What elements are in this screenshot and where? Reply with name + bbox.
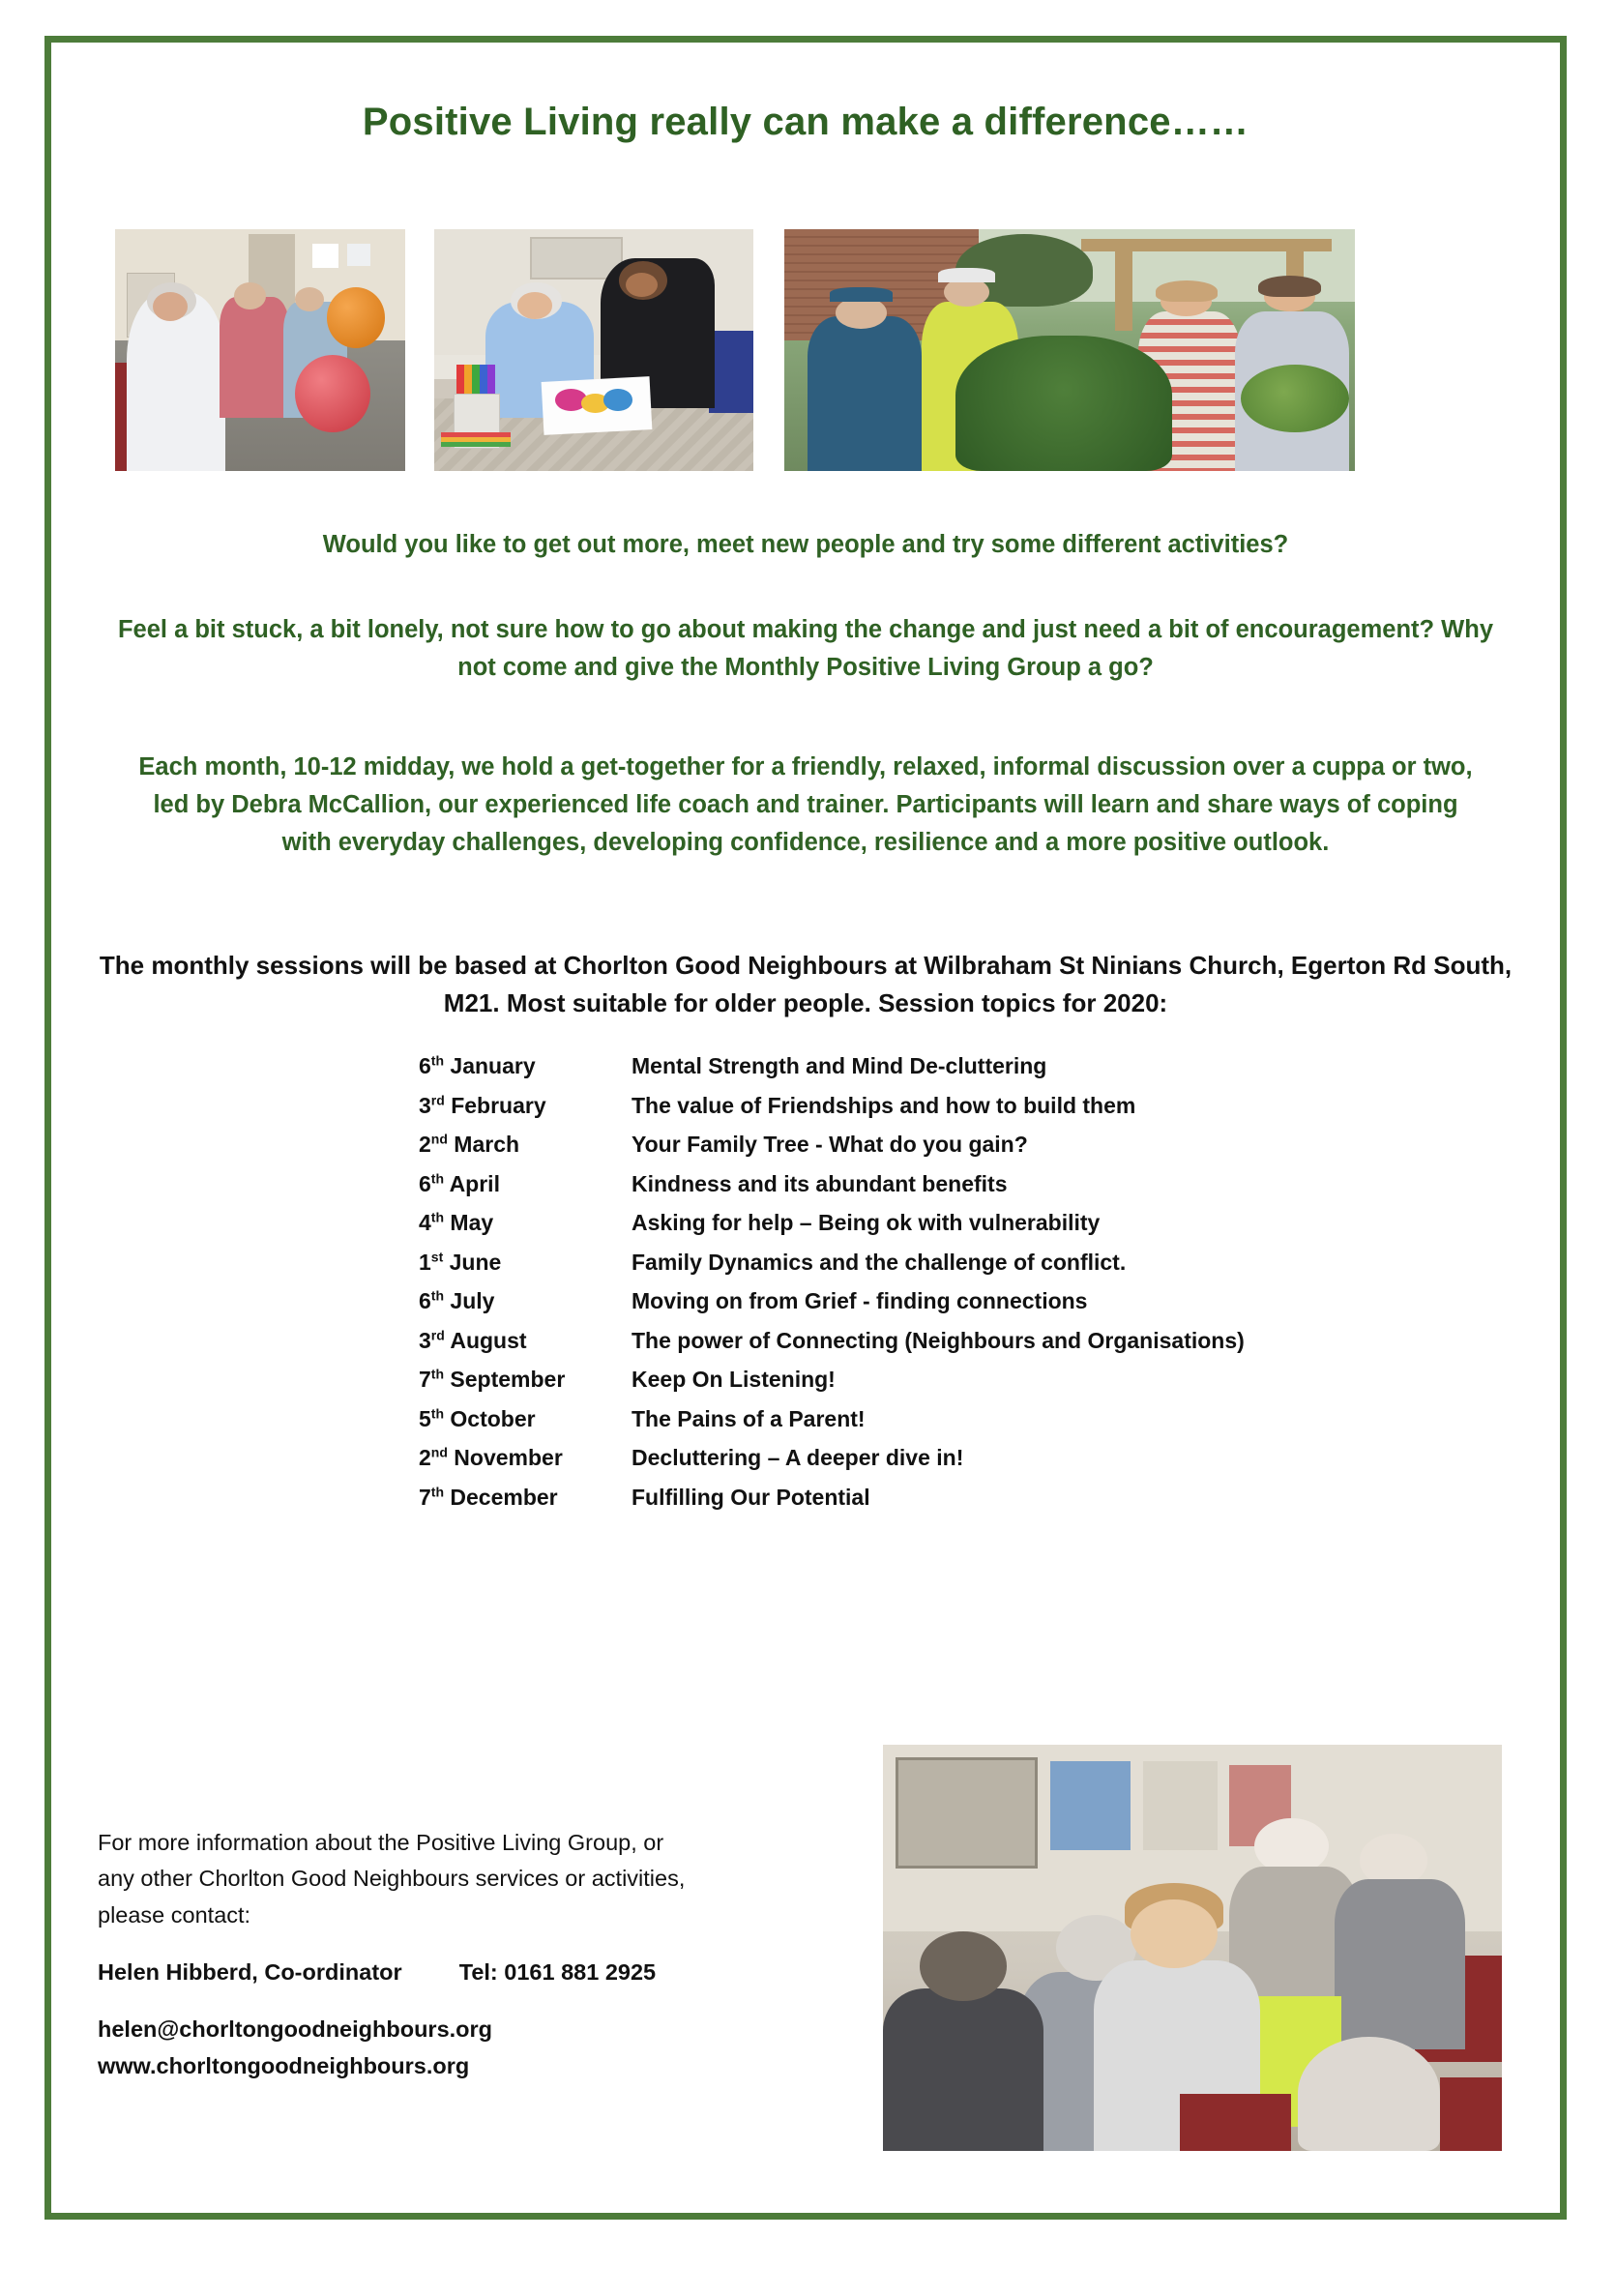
schedule-month: June [449,1249,502,1275]
schedule-day-suffix: th [430,1209,445,1225]
schedule-month: August [450,1327,527,1353]
schedule-date [419,1132,632,1158]
schedule-date [419,1250,632,1276]
schedule-day: 6 [419,1170,431,1196]
schedule-date [419,1485,632,1511]
contact-info-line-2: any other Chorlton Good Neighbours services or activities, [98,1866,686,1892]
schedule-row [419,1093,1483,1133]
schedule-month: December [450,1484,558,1510]
schedule-topic: Decluttering – A deeper dive in! [632,1445,964,1470]
schedule-topic: Your Family Tree - What do you gain? [632,1132,1028,1157]
schedule-topic: The Pains of a Parent! [632,1405,866,1431]
schedule-row [419,1328,1483,1368]
schedule-row [419,1053,1483,1093]
contact-person: Helen Hibberd, Co-ordinator [98,1959,402,1986]
contact-info-line-1: For more information about the Positive Living Group, or [98,1830,664,1855]
schedule-day-suffix: th [430,1366,445,1382]
schedule-topic: Moving on from Grief - finding connections [632,1288,1088,1313]
schedule-day: 3 [419,1327,431,1353]
contact-person-and-phone [98,1957,871,1988]
page-title: Positive Living really can make a difference…… [362,101,1249,143]
schedule-date [419,1328,632,1354]
schedule-day: 2 [419,1445,431,1470]
top-photo-row [69,186,1548,466]
schedule-topic: The power of Connecting (Neighbours and Organisations) [632,1327,1245,1353]
schedule-topic: Mental Strength and Mind De-cluttering [632,1053,1047,1078]
schedule-month: September [450,1367,566,1392]
encouragement-paragraph: Feel a bit stuck, a bit lonely, not sure how to go about making the change and just need a bit of encouragement? Why not come and give the Monthly Positive Living Group a go? [117,616,1493,681]
schedule-day: 6 [419,1053,431,1078]
schedule-day: 3 [419,1092,431,1118]
schedule-month: May [450,1210,494,1235]
schedule-day: 5 [419,1405,431,1431]
photo-gardening-group [784,229,1355,471]
schedule-day: 6 [419,1288,431,1313]
schedule-day-suffix: th [430,1404,445,1421]
schedule-day-suffix: th [430,1052,445,1069]
schedule-row [419,1132,1483,1171]
session-schedule-list [419,1053,1483,1523]
schedule-row [419,1171,1483,1211]
photo-group-meeting [883,1745,1502,2151]
schedule-day-suffix: th [430,1287,445,1304]
contact-block [98,1827,871,2107]
schedule-date [419,1210,632,1236]
schedule-row [419,1210,1483,1250]
schedule-month: April [449,1170,500,1196]
schedule-month: October [450,1405,536,1431]
schedule-row [419,1288,1483,1328]
schedule-day-suffix: rd [430,1091,445,1107]
session-description-paragraph: Each month, 10-12 midday, we hold a get-together for a friendly, relaxed, informal discussion over a cuppa or two, led by Debra McCallion, our experienced life coach and trainer. Participants will learn and share ways of coping with everyday challenges, developing confidence, resilience and a more positive outlook. [138,753,1473,856]
schedule-row [419,1367,1483,1406]
schedule-row [419,1250,1483,1289]
photo-painting-session [434,229,753,471]
schedule-day-suffix: rd [430,1326,445,1342]
schedule-topic: Fulfilling Our Potential [632,1484,870,1510]
schedule-day: 4 [419,1210,431,1235]
page-content [51,43,1560,2213]
schedule-day: 1 [419,1249,431,1275]
schedule-day-suffix: st [430,1248,444,1264]
schedule-month: November [454,1445,563,1470]
schedule-day-suffix: th [430,1483,445,1499]
schedule-month: February [451,1092,546,1118]
schedule-day: 2 [419,1132,431,1157]
schedule-topic: The value of Friendships and how to build them [632,1092,1136,1118]
photo-exercise-class [115,229,405,471]
schedule-day-suffix: th [430,1169,445,1186]
schedule-date [419,1053,632,1079]
schedule-row [419,1445,1483,1485]
schedule-day-suffix: nd [430,1444,448,1460]
schedule-row [419,1406,1483,1446]
schedule-day: 7 [419,1367,431,1392]
schedule-month: July [450,1288,495,1313]
schedule-date [419,1171,632,1197]
schedule-month: March [454,1132,520,1157]
schedule-date [419,1367,632,1393]
schedule-date [419,1093,632,1119]
schedule-topic: Keep On Listening! [632,1367,836,1392]
schedule-topic: Kindness and its abundant benefits [632,1170,1008,1196]
schedule-day-suffix: nd [430,1131,448,1147]
schedule-row [419,1485,1483,1524]
schedule-date [419,1288,632,1314]
schedule-topic: Asking for help – Being ok with vulnerability [632,1210,1101,1235]
contact-website[interactable]: www.chorltongoodneighbours.org [98,2052,470,2078]
contact-email[interactable]: helen@chorltongoodneighbours.org [98,2016,493,2043]
schedule-topic: Family Dynamics and the challenge of conflict. [632,1249,1127,1275]
contact-info-line-3: please contact: [98,1901,251,1928]
schedule-date [419,1406,632,1432]
intro-paragraph: Would you like to get out more, meet new people and try some different activities? [322,531,1289,558]
schedule-month: January [450,1053,536,1078]
schedule-date [419,1445,632,1471]
venue-paragraph: The monthly sessions will be based at Chorlton Good Neighbours at Wilbraham St Ninians Church, Egerton Rd South, M21. Most suitable for older people. Session topics for 2020: [99,951,1513,1017]
schedule-day: 7 [419,1484,431,1510]
contact-phone: Tel: 0161 881 2925 [458,1959,657,1986]
